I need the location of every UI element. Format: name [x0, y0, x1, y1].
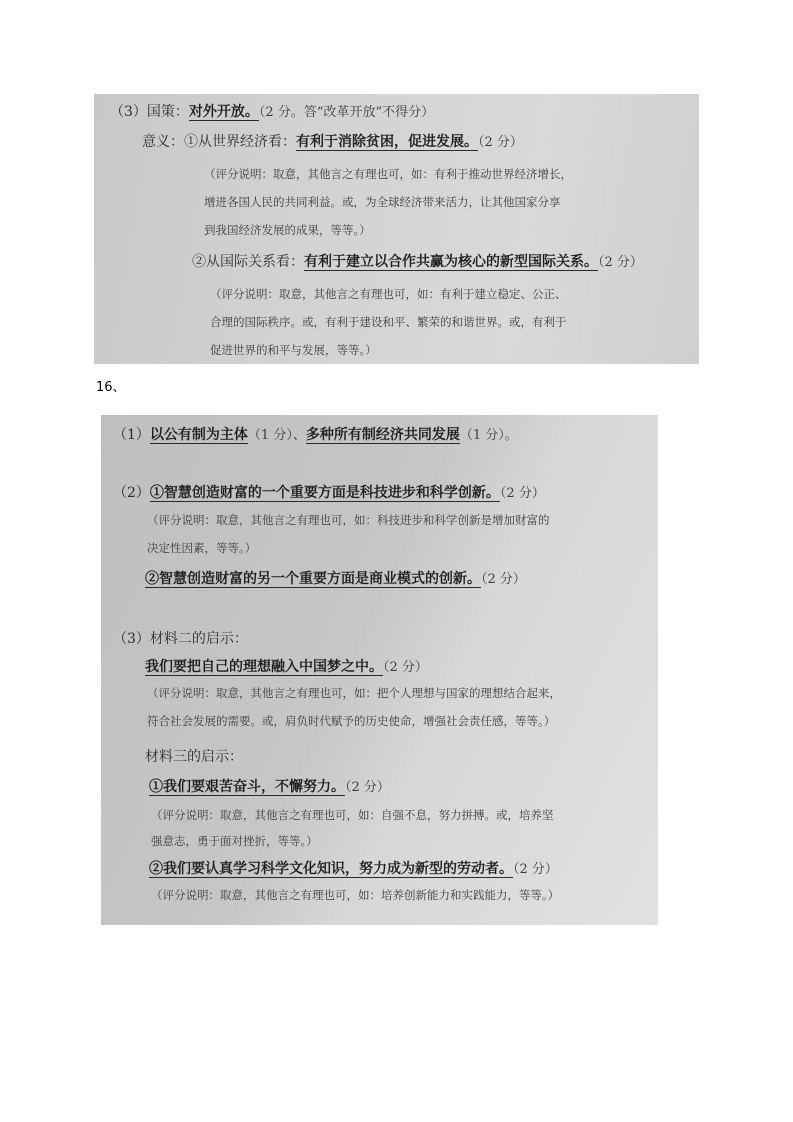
- meaning-2-note: （评分说明：取意，其他言之有理也可，如：有利于建立稳定、公正、: [210, 287, 567, 301]
- meaning-2-note: 促进世界的和平与发展，等等。）: [210, 343, 377, 357]
- part-2-line-1: （2）①智慧创造财富的一个重要方面是科技进步和科学创新。（2 分）: [113, 485, 545, 501]
- meaning-1-note: 到我国经济发展的成果，等等。）: [204, 223, 371, 237]
- meaning-1-answer: 有利于消除贫困，促进发展。: [296, 134, 478, 150]
- question-number: 16、: [96, 380, 126, 395]
- meaning-2-line: ②从国际关系看：有利于建立以合作共赢为核心的新型国际关系。（2 分）: [192, 254, 643, 270]
- part-3-note: （评分说明：取意，其他言之有理也可，如：把个人理想与国家的理想结合起来，: [147, 686, 561, 700]
- meaning-2-answer: 有利于建立以合作共赢为核心的新型国际关系。: [304, 254, 598, 270]
- part-3-note: （评分说明：取意，其他言之有理也可，如：培养创新能力和实践能力，等等。）: [151, 888, 560, 902]
- answer-photo-2: [101, 415, 658, 925]
- q3-line: （3）国策：对外开放。（2 分。答“改革开放”不得分）: [110, 104, 435, 120]
- answer-photo-1: [94, 94, 699, 364]
- meaning-1-line: 意义：①从世界经济看：有利于消除贫困，促进发展。（2 分）: [142, 134, 523, 150]
- meaning-1-note: （评分说明：取意，其他言之有理也可，如：有利于推动世界经济增长，: [204, 167, 572, 181]
- meaning-1-note: 增进各国人民的共同利益。或，为全球经济带来活力，让其他国家分享: [204, 195, 561, 209]
- part-2-note: （评分说明：取意，其他言之有理也可，如：科技进步和科学创新是增加财富的: [147, 513, 550, 527]
- part-3-answer-a: 我们要把自己的理想融入中国梦之中。（2 分）: [145, 659, 428, 675]
- part-2-line-2: ②智慧创造财富的另一个重要方面是商业模式的创新。（2 分）: [145, 571, 526, 587]
- part-3-heading: （3）材料二的启示：: [113, 631, 248, 647]
- part-3-note: （评分说明：取意，其他言之有理也可，如：自强不息，努力拼搏。或，培养坚: [151, 808, 554, 822]
- part-3-answer-b2: ②我们要认真学习科学文化知识，努力成为新型的劳动者。（2 分）: [149, 861, 558, 877]
- meaning-2-note: 合理的国际秩序。或，有利于建设和平、繁荣的和谐世界。或，有利于: [210, 315, 567, 329]
- q3-policy-answer: 对外开放。: [188, 104, 259, 120]
- part-3-note: 强意志，勇于面对挫折，等等。）: [151, 834, 318, 848]
- part-3-answer-b1: ①我们要艰苦奋斗，不懈努力。（2 分）: [149, 779, 390, 795]
- part-3-subheading: 材料三的启示：: [145, 749, 243, 765]
- part-3-note: 符合社会发展的需要。或，肩负时代赋予的历史使命，增强社会责任感，等等。）: [147, 714, 556, 728]
- part-2-note: 决定性因素，等等。）: [147, 541, 257, 555]
- part-1-line: （1）以公有制为主体（1 分）、多种所有制经济共同发展（1 分）。: [113, 427, 518, 443]
